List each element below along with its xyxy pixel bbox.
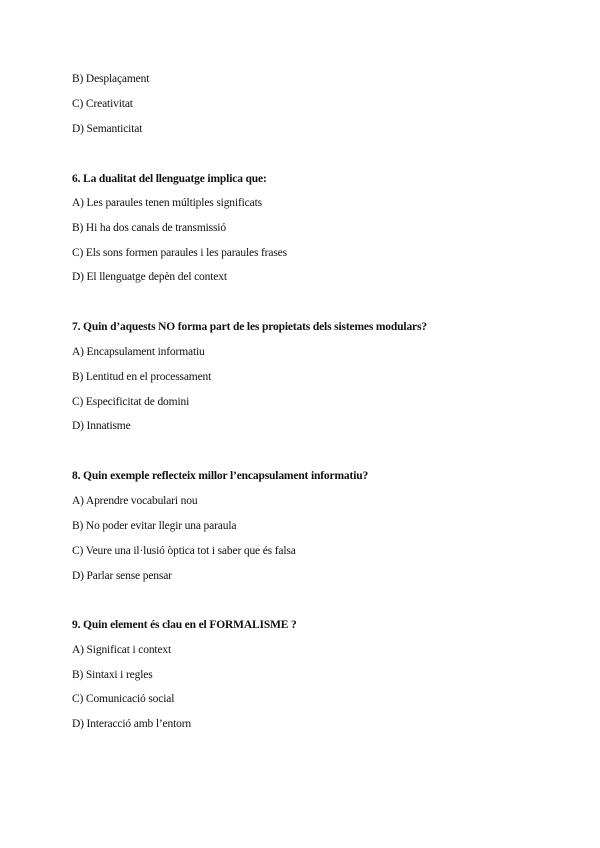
question-9-option-c: C) Comunicació social xyxy=(72,693,175,705)
option-b-prev: B) Desplaçament xyxy=(72,73,150,85)
question-8-option-d: D) Parlar sense pensar xyxy=(72,570,172,582)
question-7-option-a: A) Encapsulament informatiu xyxy=(72,346,205,358)
question-6-option-d: D) El llenguatge depèn del context xyxy=(72,271,227,283)
question-9-option-a: A) Significat i context xyxy=(72,644,172,656)
option-d-prev: D) Semanticitat xyxy=(72,123,143,135)
question-8: 8. Quin exemple reflecteix millor l’encapsulament informatiu? xyxy=(72,470,369,482)
question-6-option-a: A) Les paraules tenen múltiples significats xyxy=(72,197,262,209)
question-6-option-b: B) Hi ha dos canals de transmissió xyxy=(72,222,226,234)
question-6: 6. La dualitat del llenguatge implica que: xyxy=(72,173,267,185)
question-7-option-d: D) Innatisme xyxy=(72,420,131,432)
question-9: 9. Quin element és clau en el FORMALISME ? xyxy=(72,619,297,631)
option-c-prev: C) Creativitat xyxy=(72,98,133,110)
question-7-option-c: C) Especificitat de domini xyxy=(72,396,190,408)
question-6-option-c: C) Els sons formen paraules i les paraules frases xyxy=(72,247,287,259)
question-7-option-b: B) Lentitud en el processament xyxy=(72,371,212,383)
question-8-option-c: C) Veure una il·lusió òptica tot i saber que és falsa xyxy=(72,545,296,557)
question-8-option-a: A) Aprendre vocabulari nou xyxy=(72,495,198,507)
question-9-option-d: D) Interacció amb l’entorn xyxy=(72,718,192,730)
question-7: 7. Quin d’aquests NO forma part de les propietats dels sistemes modulars? xyxy=(72,321,427,333)
question-9-option-b: B) Sintaxi i regles xyxy=(72,669,153,681)
question-8-option-b: B) No poder evitar llegir una paraula xyxy=(72,520,237,532)
